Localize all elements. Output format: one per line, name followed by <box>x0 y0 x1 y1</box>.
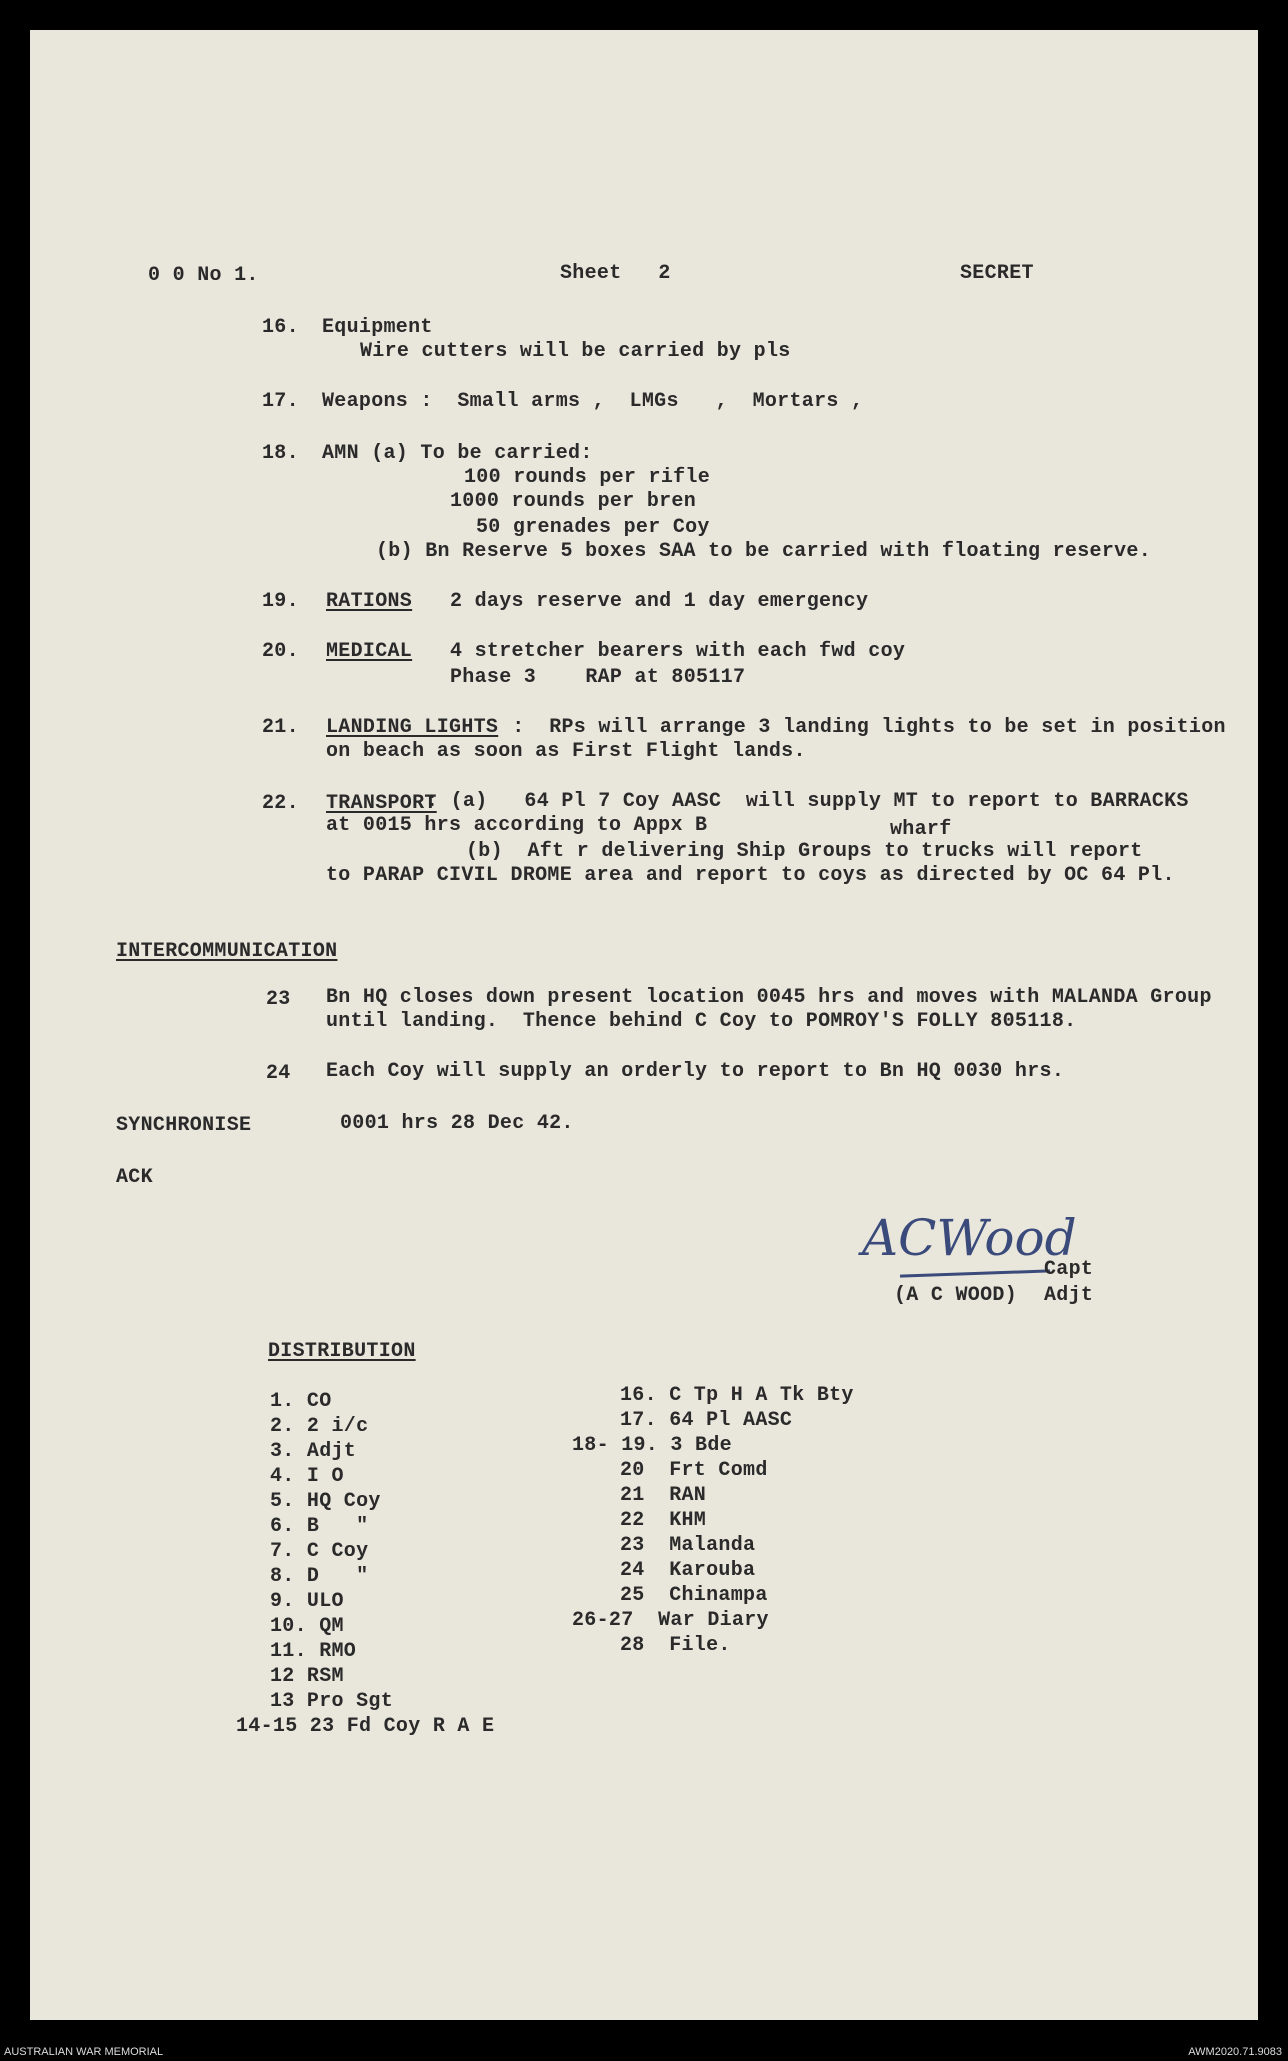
intercomm-heading: INTERCOMMUNICATION <box>116 940 338 963</box>
footer-source: AUSTRALIAN WAR MEMORIAL <box>4 2046 164 2058</box>
item-23-line1: Bn HQ closes down present location 0045 hrs and moves with MALANDA Group <box>326 986 1212 1009</box>
dist-left-5: 5. HQ Coy <box>270 1490 381 1513</box>
item-22-line4: to PARAP CIVIL DROME area and report to coys as directed by OC 64 Pl. <box>326 864 1175 887</box>
item-20-line2: Phase 3 RAP at 805117 <box>450 666 746 689</box>
item-22-line2: at 0015 hrs according to Appx B <box>326 814 708 837</box>
dist-left-14: 14-15 23 Fd Coy R A E <box>236 1715 495 1738</box>
item-20-num: 20. <box>262 640 299 663</box>
ack-label: ACK <box>116 1166 153 1189</box>
item-17-text: Weapons : Small arms , LMGs , Mortars , <box>322 390 864 413</box>
dist-left-11: 11. RMO <box>270 1640 357 1663</box>
item-16-num: 16. <box>262 316 299 339</box>
item-24-line1: Each Coy will supply an orderly to report to Bn HQ 0030 hrs. <box>326 1060 1065 1083</box>
item-18-line2: 1000 rounds per bren <box>450 490 697 513</box>
dist-left-1: 1. CO <box>270 1390 332 1413</box>
item-22-num: 22. <box>262 792 299 815</box>
dist-right-9: 25 Chinampa <box>620 1584 768 1607</box>
dist-left-3: 3. Adjt <box>270 1440 357 1463</box>
footer-reference: AWM2020.71.9083 <box>1188 2046 1282 2058</box>
dist-left-7: 7. C Coy <box>270 1540 369 1563</box>
synchronise-value: 0001 hrs 28 Dec 42. <box>340 1112 574 1135</box>
dist-left-12: 12 RSM <box>270 1665 344 1688</box>
dist-left-10: 10. QM <box>270 1615 344 1638</box>
item-22-wharf: wharf <box>890 818 952 841</box>
dist-left-8: 8. D " <box>270 1565 369 1588</box>
item-21-title: LANDING LIGHTS <box>326 716 499 739</box>
dist-left-6: 6. B " <box>270 1515 369 1538</box>
distribution-heading: DISTRIBUTION <box>268 1340 416 1363</box>
item-18-line3: 50 grenades per Coy <box>476 516 710 539</box>
item-19-text: 2 days reserve and 1 day emergency <box>450 590 869 613</box>
signature-role: Adjt <box>1044 1284 1094 1307</box>
item-21-text: : RPs will arrange 3 landing lights to be set in position <box>500 716 1226 739</box>
item-16-text: Wire cutters will be carried by pls <box>360 340 791 363</box>
dist-left-9: 9. ULO <box>270 1590 344 1613</box>
item-23-num: 23 <box>266 988 291 1011</box>
dist-right-4: 20 Frt Comd <box>620 1459 768 1482</box>
item-22-line3: (b) Aft r delivering Ship Groups to trucks will report <box>466 840 1143 863</box>
classification: SECRET <box>960 262 1034 285</box>
item-18-line4: (b) Bn Reserve 5 boxes SAA to be carried with floating reserve. <box>376 540 1152 563</box>
sheet-number: Sheet 2 <box>560 262 671 285</box>
dist-right-10: 26-27 War Diary <box>572 1609 769 1632</box>
dist-right-6: 22 KHM <box>620 1509 707 1532</box>
item-17-num: 17. <box>262 390 299 413</box>
signature-rank: Capt <box>1044 1258 1094 1281</box>
dist-right-2: 17. 64 Pl AASC <box>620 1409 793 1432</box>
dist-right-7: 23 Malanda <box>620 1534 756 1557</box>
synchronise-label: SYNCHRONISE <box>116 1114 252 1137</box>
dist-right-1: 16. C Tp H A Tk Bty <box>620 1384 854 1407</box>
item-22-text: : (a) 64 Pl 7 Coy AASC will supply MT to report to BARRACKS <box>426 790 1189 813</box>
item-18-head: AMN (a) To be carried: <box>322 442 593 465</box>
item-19-title: RATIONS <box>326 590 413 613</box>
item-24-num: 24 <box>266 1062 291 1085</box>
item-23-line2: until landing. Thence behind C Coy to POMROY'S FOLLY 805118. <box>326 1010 1077 1033</box>
dist-right-8: 24 Karouba <box>620 1559 756 1582</box>
item-16-title: Equipment <box>322 316 433 339</box>
order-number: 0 0 No 1. <box>148 264 259 287</box>
dist-left-2: 2. 2 i/c <box>270 1415 369 1438</box>
dist-left-4: 4. I O <box>270 1465 344 1488</box>
item-20-title: MEDICAL <box>326 640 413 663</box>
handwritten-signature: ACWood <box>862 1209 1077 1267</box>
item-21-num: 21. <box>262 716 299 739</box>
item-19-num: 19. <box>262 590 299 613</box>
dist-right-11: 28 File. <box>620 1634 731 1657</box>
dist-left-13: 13 Pro Sgt <box>270 1690 394 1713</box>
dist-right-3: 18- 19. 3 Bde <box>572 1434 732 1457</box>
dist-right-5: 21 RAN <box>620 1484 707 1507</box>
signature-name: (A C WOOD) <box>894 1284 1018 1307</box>
item-21-line2: on beach as soon as First Flight lands. <box>326 740 806 763</box>
item-18-num: 18. <box>262 442 299 465</box>
item-18-line1: 100 rounds per rifle <box>464 466 711 489</box>
item-20-text: 4 stretcher bearers with each fwd coy <box>450 640 906 663</box>
item-22-title: TRANSPORT <box>326 792 437 815</box>
